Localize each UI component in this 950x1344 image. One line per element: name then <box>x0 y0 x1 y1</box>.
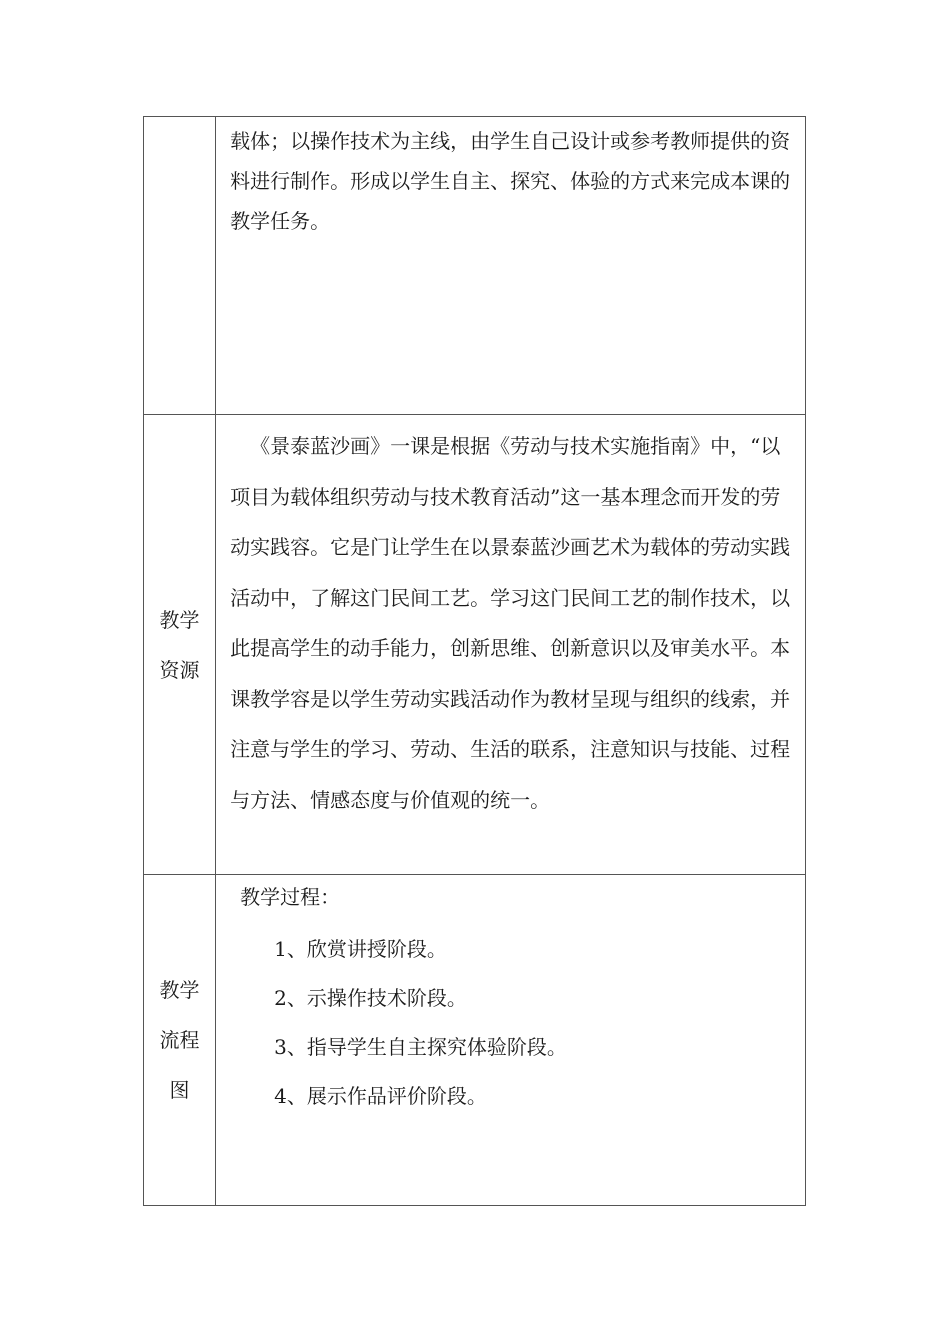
label-line: 资源 <box>159 657 200 682</box>
row-label-flowchart <box>144 875 216 1206</box>
table-row-approach <box>144 117 806 415</box>
table-row-flowchart <box>144 875 806 1206</box>
process-heading: 教学过程： <box>240 885 341 909</box>
label-line: 教学 <box>159 607 200 632</box>
row-label-empty <box>144 117 216 415</box>
list-item: 4、展示作品评价阶段。 <box>274 1084 487 1108</box>
list-item: 2、示操作技术阶段。 <box>274 986 467 1010</box>
flowchart-content <box>216 875 806 1206</box>
label-line: 教学 <box>159 978 200 1002</box>
list-item: 3、指导学生自主探究体验阶段。 <box>274 1035 567 1059</box>
resources-content <box>216 415 806 875</box>
approach-text: 载体；以操作技术为主线，由学生自己设计或参考教师提供的资料进行制作。形成以学生自主、探究、体验的方式来完成本课的教学任务。 <box>230 129 791 233</box>
row-label-resources <box>144 415 216 875</box>
lesson-plan-table <box>143 116 806 1206</box>
approach-content <box>216 117 806 415</box>
label-line: 流程 <box>159 1028 200 1052</box>
label-line: 图 <box>169 1078 190 1102</box>
resources-text: 《景泰蓝沙画》一课是根据《劳动与技术实施指南》中，“以项目为载体组织劳动与技术教育活动”这一基本理念而开发的劳动实践容。它是门让学生在以景泰蓝沙画艺术为载体的劳动实践活动中，了解这门民间工艺。学习这门民间工艺的制作技术，以此提高学生的动手能力，创新思维、创新意识以及审美水平。本课教学容是以学生劳动实践活动作为教材呈现与组织的线索，并注意与学生的学习、劳动、生活的联系，注意知识与技能、过程与方法、情感态度与价值观的统一。 <box>230 434 791 812</box>
table-row-resources <box>144 415 806 875</box>
process-list <box>230 875 797 1121</box>
list-item: 1、欣赏讲授阶段。 <box>274 937 447 961</box>
